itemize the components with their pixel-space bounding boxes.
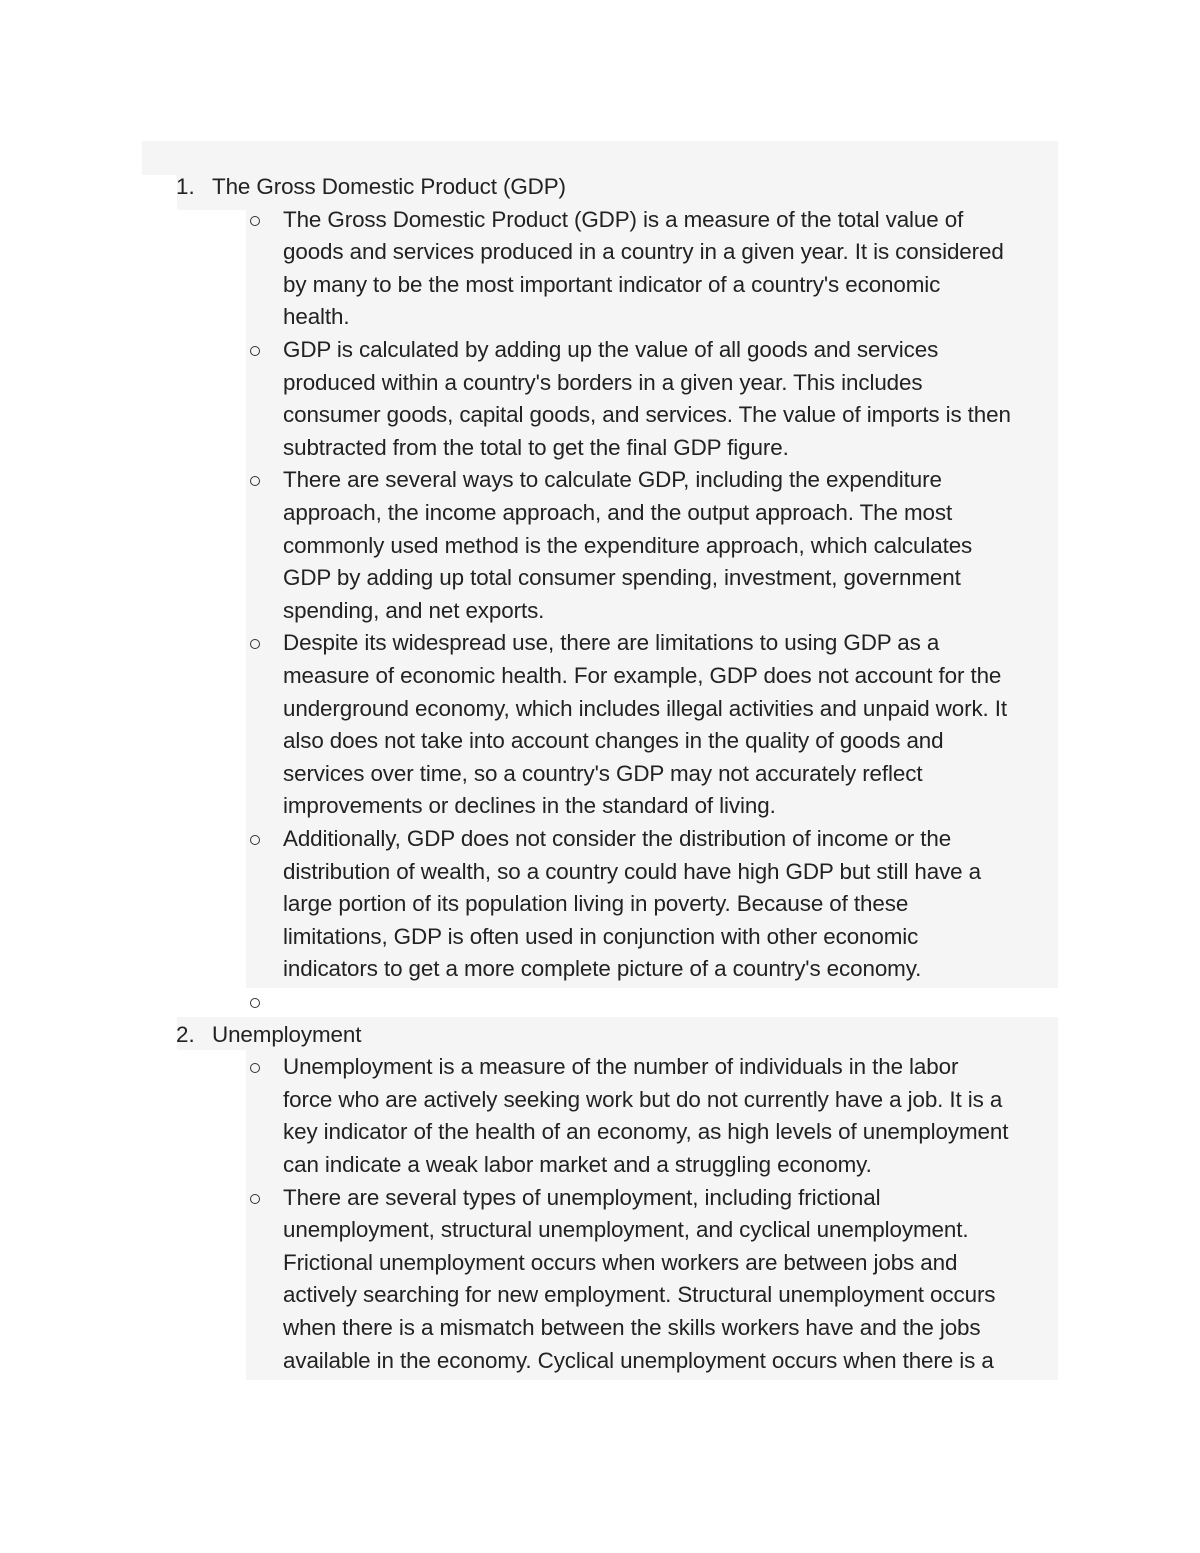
bullet-text-line: goods and services produced in a country in a given year. It is considered [283,239,1004,265]
bullet-text-line: approach, the income approach, and the output approach. The most [283,500,953,525]
bullet-text-line: limitations, GDP is often used in conjunction with other economic [283,923,919,949]
bullet-text-line: can indicate a weak labor market and a struggling economy. [283,1152,872,1177]
bullet-text-line: Unemployment is a measure of the number of individuals in the labor [283,1054,959,1080]
bullet-text-line: Despite its widespread use, there are limitations to using GDP as a [283,630,940,656]
bullet-text-line: indicators to get a more complete picture of a country's economy. [283,956,922,982]
bullet-circle-icon [250,1194,260,1204]
bullet-text-line: underground economy, which includes illegal activities and unpaid work. It [283,695,1008,721]
bullet-text-line: by many to be the most important indicator of a country's economic [283,271,941,297]
bullet-text-line: There are several types of unemployment, including frictional [283,1184,881,1210]
shaded-block [142,141,1058,175]
bullet-text-line: improvements or declines in the standard of living. [283,793,776,819]
bullet-text-line: measure of economic health. For example, GDP does not account for the [283,663,1002,688]
bullet-text-line: key indicator of the health of an economy, as high levels of unemployment [283,1119,1009,1145]
bullet-circle-icon [250,998,260,1008]
section-heading: The Gross Domestic Product (GDP) [212,174,566,199]
bullet-text-line: commonly used method is the expenditure approach, which calculates [283,532,973,558]
section-number: 1. [176,174,195,199]
bullet-circle-icon [250,835,260,845]
bullet-text-line: services over time, so a country's GDP may not accurately reflect [283,760,923,786]
bullet-text-line: produced within a country's borders in a given year. This includes [283,369,923,395]
bullet-text-line: Additionally, GDP does not consider the distribution of income or the [283,826,952,851]
bullet-text-line: There are several ways to calculate GDP, including the expenditure [283,467,942,493]
bullet-text-line: Frictional unemployment occurs when workers are between jobs and [283,1249,958,1275]
bullet-text-line: also does not take into account changes in the quality of goods and [283,728,944,754]
bullet-text-line: distribution of wealth, so a country could have high GDP but still have a [283,858,981,884]
bullet-text-line: subtracted from the total to get the final GDP figure. [283,434,789,460]
bullet-text-line: when there is a mismatch between the skills workers have and the jobs [283,1315,981,1340]
bullet-text-line: consumer goods, capital goods, and services. The value of imports is then [283,402,1011,428]
bullet-circle-icon [250,216,260,226]
bullet-text-line: large portion of its population living in poverty. Because of these [283,891,909,917]
bullet-circle-icon [250,346,260,356]
bullet-text-line: health. [283,304,350,330]
bullet-text-line: available in the economy. Cyclical unemployment occurs when there is a [283,1347,994,1373]
bullet-text-line: GDP is calculated by adding up the value of all goods and services [283,337,939,362]
bullet-text-line: force who are actively seeking work but do not currently have a job. It is a [283,1086,1003,1112]
bullet-text-line: spending, and net exports. [283,597,545,623]
bullet-text-line: The Gross Domestic Product (GDP) is a measure of the total value of [283,206,964,232]
bullet-text-line: GDP by adding up total consumer spending, investment, government [283,565,961,591]
bullet-text-line: actively searching for new employment. Structural unemployment occurs [283,1282,996,1308]
section-heading: Unemployment [212,1021,362,1047]
bullet-text-line: unemployment, structural unemployment, and cyclical unemployment. [283,1217,969,1243]
section-number: 2. [176,1021,195,1047]
